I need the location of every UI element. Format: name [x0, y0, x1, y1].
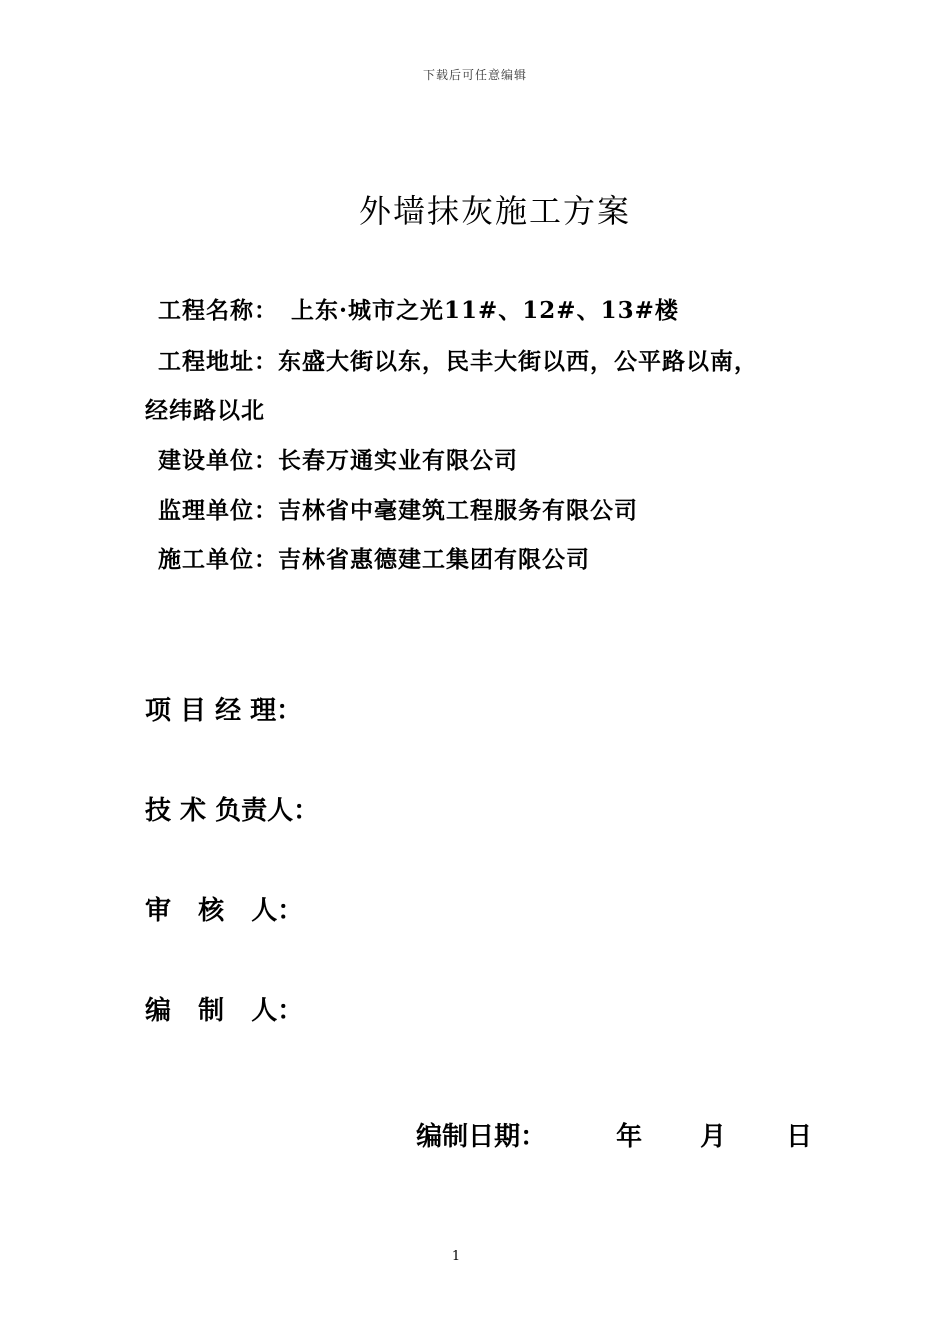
document-title: 外墙抹灰施工方案 — [358, 192, 631, 230]
supervisor-value: 吉林省中毫建筑工程服务有限公司 — [278, 497, 638, 524]
project-name-value: 上东·城市之光11#、12#、13#楼 — [291, 297, 679, 324]
address-line — [158, 343, 758, 376]
project-manager-line: 项 目 经 理： — [145, 696, 303, 726]
contractor-value: 吉林省惠德建工集团有限公司 — [278, 546, 590, 573]
date-year: 年 — [616, 1122, 643, 1152]
address-value-line1: 东盛大街以东，民丰大街以西，公平路以南， — [278, 348, 758, 375]
builder-line — [158, 442, 518, 475]
contractor-label: 施工单位： — [158, 546, 278, 573]
header-note: 下载后可任意编辑 — [422, 68, 527, 82]
address-value-line2: 经纬路以北 — [145, 397, 265, 424]
project-name-label: 工程名称： — [158, 297, 278, 324]
compile-date-label: 编制日期： — [416, 1122, 547, 1152]
supervisor-label: 监理单位： — [158, 497, 278, 524]
reviewer-line: 审 核 人： — [145, 896, 304, 926]
page-number: 1 — [451, 1249, 461, 1264]
project-name-line — [158, 292, 679, 325]
technical-lead-line: 技 术 负责人： — [145, 796, 320, 826]
date-month: 月 — [700, 1122, 727, 1152]
date-day: 日 — [786, 1122, 813, 1152]
builder-label: 建设单位： — [158, 447, 278, 474]
compiler-line: 编 制 人： — [145, 996, 304, 1026]
builder-value: 长春万通实业有限公司 — [278, 447, 518, 474]
compile-date-line — [398, 1086, 812, 1153]
supervisor-line — [158, 492, 638, 525]
address-line-2 — [145, 392, 265, 425]
address-label: 工程地址： — [158, 348, 278, 375]
contractor-line — [158, 541, 590, 574]
